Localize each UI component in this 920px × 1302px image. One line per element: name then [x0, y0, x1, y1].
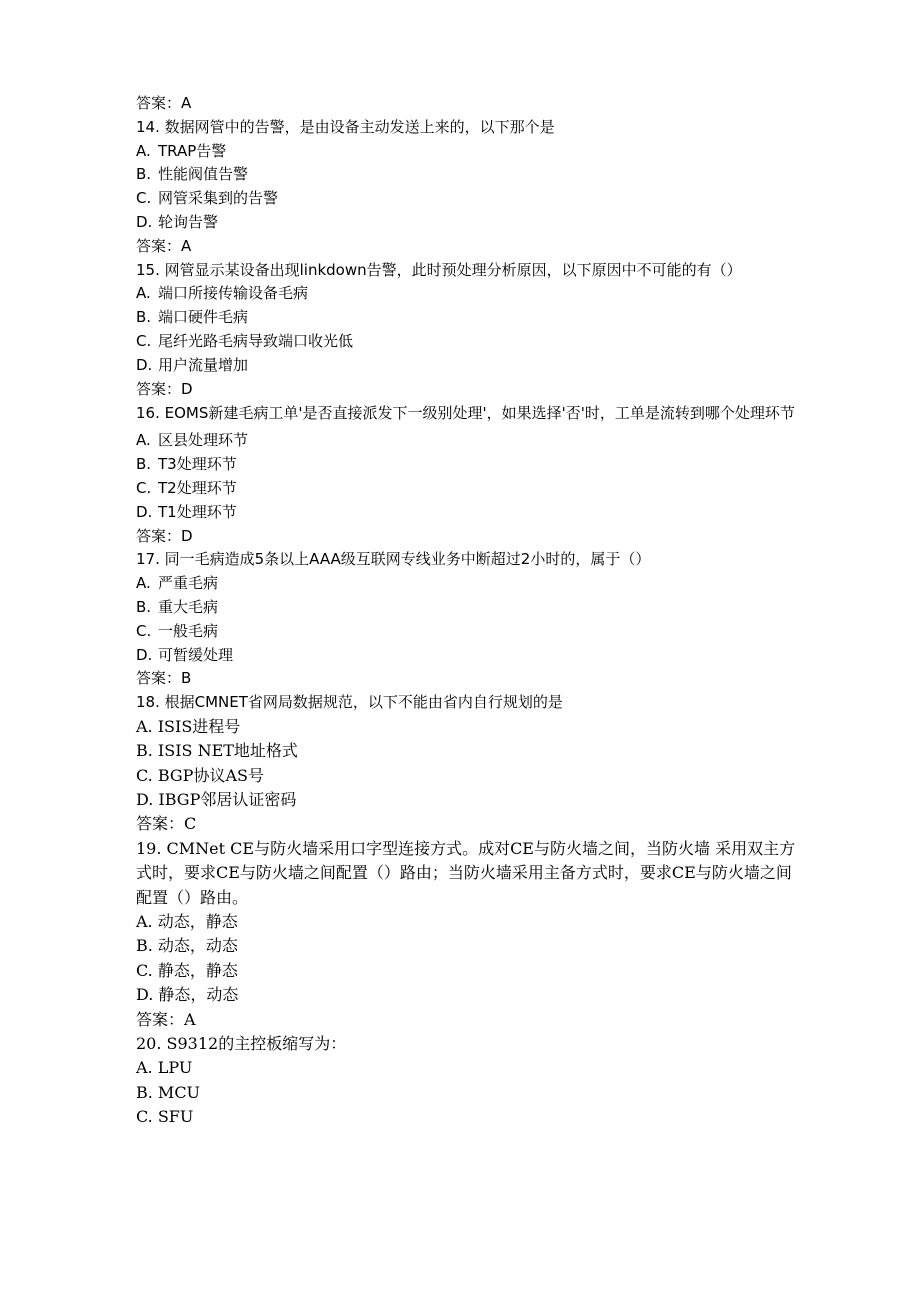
- option-letter: D.: [136, 355, 153, 374]
- option-letter: C.: [136, 621, 152, 640]
- option-letter: A.: [136, 284, 151, 303]
- option-letter: B.: [136, 597, 152, 616]
- question-line: 15. 网管显示某设备出现linkdown告警，此时预处理分析原因，以下原因中不可能的有（）: [136, 260, 742, 279]
- option-line: [136, 282, 796, 306]
- option-text: 可暂缓处理: [158, 645, 234, 664]
- answer-line: 答案：A: [136, 1009, 196, 1029]
- option-line: B. 动态，动态: [136, 936, 238, 956]
- option-line: [136, 477, 796, 501]
- document-body: [136, 92, 796, 1130]
- option-text: T3处理环节: [158, 455, 237, 474]
- option-letter: D.: [136, 212, 153, 231]
- option-line: [136, 453, 796, 477]
- option-line: A. 动态，静态: [136, 912, 238, 932]
- option-letter: D.: [136, 645, 153, 664]
- question-line: 20. S9312的主控板缩写为：: [136, 1034, 347, 1054]
- option-line: C. 静态，静态: [136, 960, 238, 980]
- option-text: 用户流量增加: [158, 355, 249, 374]
- option-line: [136, 187, 796, 211]
- answer-line: 答案：C: [136, 814, 197, 834]
- option-letter: C.: [136, 478, 152, 497]
- question-line: 17. 同一毛病造成5条以上AAA级互联网专线业务中断超过2小时的，属于（）: [136, 550, 651, 569]
- option-line: [136, 501, 796, 525]
- option-text: 严重毛病: [158, 574, 219, 593]
- option-letter: A.: [136, 574, 151, 593]
- option-line: [136, 644, 796, 668]
- question-line: 16. EOMS新建毛病工单'是否直接派发下一级别处理'，如果选择'否'时，工单是流转到哪个处理环节: [136, 404, 795, 423]
- option-text: T2处理环节: [158, 478, 237, 497]
- serif-section: [136, 715, 796, 1130]
- answer-line: 答案：D: [136, 526, 193, 545]
- option-line: [136, 306, 796, 330]
- option-line: B. ISIS NET地址格式: [136, 741, 298, 761]
- answer-line: 答案：A: [136, 236, 192, 255]
- option-line: [136, 211, 796, 235]
- option-line: B. MCU: [136, 1082, 201, 1102]
- question-line: 14. 数据网管中的告警，是由设备主动发送上来的，以下那个是: [136, 117, 555, 136]
- option-text: TRAP告警: [158, 141, 227, 160]
- option-text: 区县处理环节: [158, 431, 249, 450]
- option-text: 重大毛病: [158, 597, 219, 616]
- question-line: 18. 根据CMNET省网局数据规范，以下不能由省内自行规划的是: [136, 693, 563, 712]
- option-line: [136, 620, 796, 644]
- answer-line: 答案：D: [136, 379, 193, 398]
- option-letter: D.: [136, 502, 153, 521]
- option-line: C. SFU: [136, 1107, 194, 1127]
- option-text: 轮询告警: [158, 212, 219, 231]
- option-line: [136, 572, 796, 596]
- option-text: 网管采集到的告警: [158, 189, 279, 208]
- option-letter: C.: [136, 189, 152, 208]
- option-line: [136, 429, 796, 453]
- option-line: [136, 140, 796, 164]
- option-line: A. ISIS进程号: [136, 716, 241, 736]
- option-letter: B.: [136, 165, 152, 184]
- option-letter: B.: [136, 455, 152, 474]
- option-line: D. 静态，动态: [136, 985, 239, 1005]
- option-text: 一般毛病: [158, 621, 219, 640]
- option-letter: C.: [136, 331, 152, 350]
- option-letter: B.: [136, 308, 152, 327]
- question-line: 19. CMNet CE与防火墙采用口字型连接方式。成对CE与防火墙之间，当防火墙 采用双主方式时，要求CE与防火墙之间配置（）路由；当防火墙采用主备方式时，要求CE与防火墙之间配置（）路由。: [136, 838, 796, 907]
- option-text: 尾纤光路毛病导致端口收光低: [158, 331, 354, 350]
- answer-line: 答案：A: [136, 94, 192, 112]
- option-line: C. BGP协议AS号: [136, 765, 264, 785]
- option-line: [136, 163, 796, 187]
- option-letter: A.: [136, 141, 151, 160]
- answer-line: 答案：B: [136, 669, 192, 688]
- option-text: 端口硬件毛病: [158, 308, 249, 327]
- option-line: A. LPU: [136, 1058, 193, 1078]
- option-text: 性能阀值告警: [158, 165, 249, 184]
- option-line: D. IBGP邻居认证密码: [136, 790, 297, 810]
- option-text: 端口所接传输设备毛病: [158, 284, 309, 303]
- option-letter: A.: [136, 431, 151, 450]
- option-line: [136, 596, 796, 620]
- sans-section: [136, 92, 796, 715]
- option-text: T1处理环节: [158, 502, 237, 521]
- option-line: [136, 354, 796, 378]
- option-line: [136, 330, 796, 354]
